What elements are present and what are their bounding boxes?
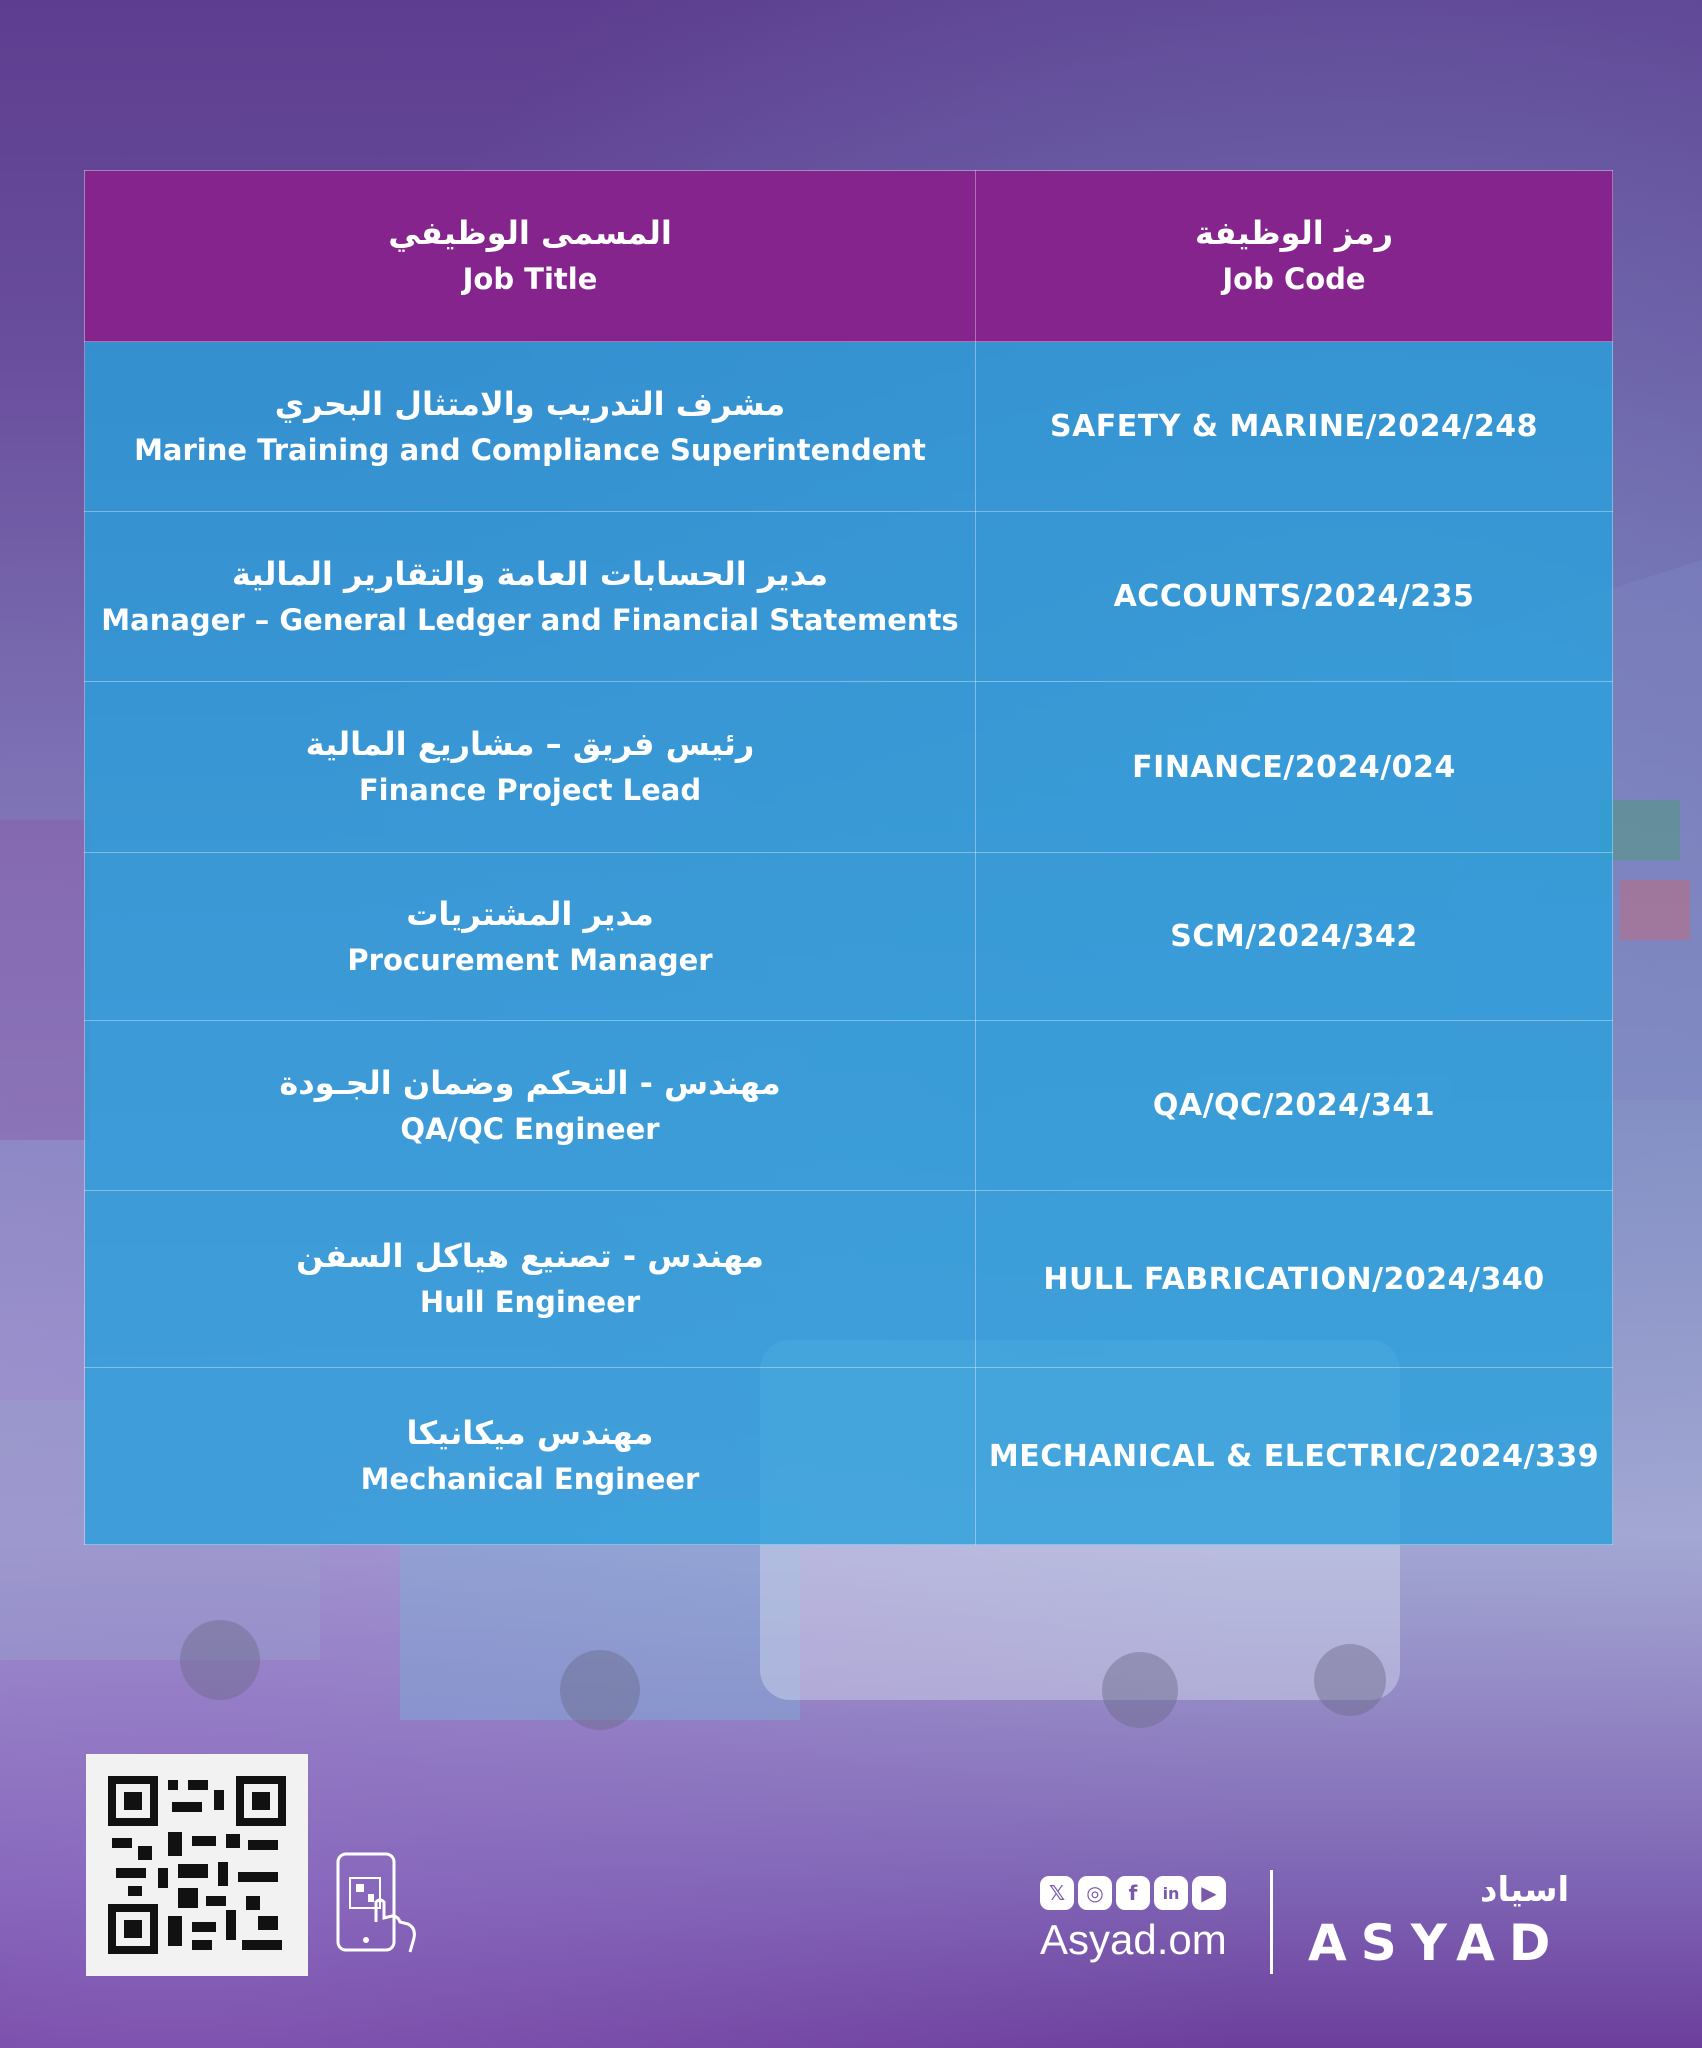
table-row <box>85 1021 1613 1191</box>
job-title-header-ar: المسمى الوظيفي <box>388 214 672 252</box>
job-title-en: Marine Training and Compliance Superintendent <box>134 432 926 467</box>
job-title-en: Procurement Manager <box>347 942 713 977</box>
logo-text-ar: اسياد <box>1480 1870 1570 1910</box>
footer-divider <box>1270 1870 1273 1974</box>
job-code: SAFETY & MARINE/2024/248 <box>1049 409 1538 444</box>
job-code-cell <box>976 853 1613 1021</box>
job-code-cell <box>976 682 1613 853</box>
jobs-table <box>84 170 1613 1545</box>
job-title-ar: رئيس فريق – مشاريع المالية <box>305 725 755 763</box>
job-title-cell <box>85 342 976 512</box>
job-title-header-en: Job Title <box>462 262 598 296</box>
x-icon[interactable]: 𝕏 <box>1040 1876 1074 1910</box>
job-title-en: Finance Project Lead <box>358 773 702 807</box>
job-code: HULL FABRICATION/2024/340 <box>1043 1261 1545 1297</box>
job-title-en: Hull Engineer <box>419 1285 641 1319</box>
job-title-ar: مهندس - تصنيع هياكل السفن <box>296 1237 764 1275</box>
job-code-header <box>976 171 1613 342</box>
job-code-header-en: Job Code <box>1222 262 1366 296</box>
table-row <box>85 1191 1613 1368</box>
job-title-header <box>85 171 976 342</box>
job-code-cell <box>976 512 1613 682</box>
job-code: FINANCE/2024/024 <box>1132 749 1456 785</box>
job-code-cell <box>976 1368 1613 1545</box>
job-title-en: Mechanical Engineer <box>360 1462 700 1496</box>
job-code-cell <box>976 342 1613 512</box>
youtube-icon[interactable]: ▶ <box>1192 1876 1226 1910</box>
job-code-header-ar: رمز الوظيفة <box>1195 214 1393 252</box>
job-title-cell <box>85 1021 976 1191</box>
phone-scan-icon <box>332 1852 428 1956</box>
logo-text-en: ASYAD <box>1308 1914 1565 1972</box>
website-link[interactable]: Asyad.om <box>1040 1916 1227 1963</box>
table-row <box>85 682 1613 853</box>
instagram-icon[interactable]: ◎ <box>1078 1876 1112 1910</box>
facebook-icon[interactable]: f <box>1116 1876 1150 1910</box>
job-title-ar: مدير المشتريات <box>406 894 654 933</box>
job-title-ar: مهندس ميكانيكا <box>406 1414 654 1452</box>
table-row <box>85 512 1613 682</box>
job-title-cell <box>85 853 976 1021</box>
job-title-cell <box>85 1368 976 1545</box>
table-row <box>85 342 1613 512</box>
job-title-cell <box>85 512 976 682</box>
social-icons <box>1040 1876 1226 1910</box>
qr-code-icon[interactable] <box>86 1754 308 1976</box>
job-code: SCM/2024/342 <box>1170 919 1418 954</box>
table-header-row <box>85 171 1613 342</box>
table-row <box>85 1368 1613 1545</box>
job-title-ar: مدير الحسابات العامة والتقارير المالية <box>231 554 829 593</box>
table-row <box>85 853 1613 1021</box>
job-title-cell <box>85 1191 976 1368</box>
job-code: MECHANICAL & ELECTRIC/2024/339 <box>988 1438 1600 1474</box>
job-title-cell <box>85 682 976 853</box>
job-title-ar: مشرف التدريب والامتثال البحري <box>274 384 786 423</box>
job-code-cell <box>976 1191 1613 1368</box>
job-code: QA/QC/2024/341 <box>1152 1088 1436 1123</box>
job-code-cell <box>976 1021 1613 1191</box>
job-code: ACCOUNTS/2024/235 <box>1113 579 1475 614</box>
job-title-en: Manager – General Ledger and Financial Statements <box>101 602 959 637</box>
job-title-ar: مهندس - التحكم وضمان الجـودة <box>279 1063 781 1102</box>
linkedin-icon[interactable]: in <box>1154 1876 1188 1910</box>
footer-branding <box>1030 1870 1630 1980</box>
job-title-en: QA/QC Engineer <box>400 1111 660 1146</box>
